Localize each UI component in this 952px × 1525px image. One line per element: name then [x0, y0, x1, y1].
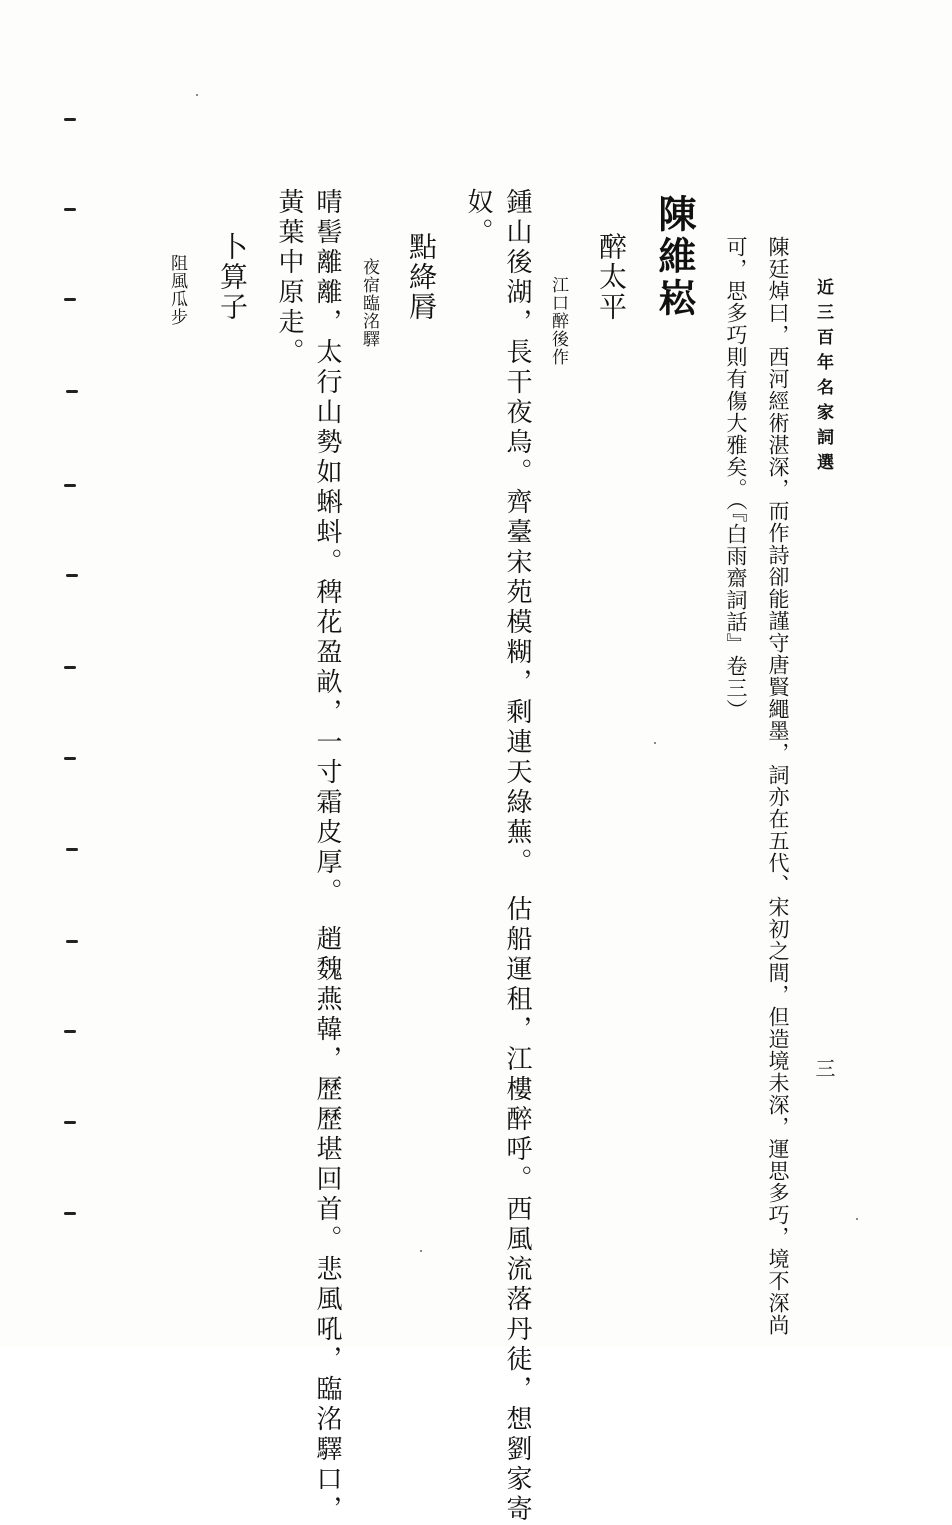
binding-mark: [64, 757, 76, 760]
poem-2-line-1: 晴髻離離，太行山勢如蝌蚪。稗花盈畝，一寸霜皮厚。 趙魏燕韓，歷歷堪回首。悲風吼，臨洺驛口，: [312, 188, 342, 1525]
binding-mark: [66, 574, 78, 577]
poem-3-subtitle: 阻風瓜步: [167, 254, 187, 326]
poem-2-subtitle: 夜宿臨洺驛: [359, 258, 379, 348]
poem-1-line-1: 鍾山後湖，長干夜烏。齊臺宋苑模糊，剩連天綠蕪。 估船運租，江樓醉呼。西風流落丹徒，想劉家寄: [502, 188, 532, 1525]
poem-1-line-2: 奴。: [463, 188, 493, 248]
page-number: 三: [812, 1058, 836, 1078]
poem-3-tune-title: 卜算子: [216, 232, 249, 322]
commentary-line-1: 陳廷焯曰，西河經術湛深，而作詩卻能謹守唐賢繩墨，詞亦在五代、宋初之間，但造境未深，運思多巧，境不深尚: [766, 236, 790, 1336]
scan-speck: [856, 1218, 858, 1220]
binding-mark: [64, 298, 76, 301]
poem-2-line-2: 黃葉中原走。: [274, 188, 304, 368]
binding-mark: [64, 1212, 76, 1215]
binding-mark: [64, 1030, 76, 1033]
running-title: 近三百年名家詞選: [813, 278, 833, 478]
binding-mark: [64, 208, 76, 211]
binding-mark: [66, 848, 78, 851]
binding-mark: [64, 1121, 76, 1124]
poem-2-tune-title: 點絳脣: [405, 232, 438, 322]
scan-speck: [196, 94, 198, 96]
binding-mark: [64, 484, 76, 487]
commentary-line-2: 可，思多巧則有傷大雅矣。（『白雨齋詞話』卷三）: [724, 236, 748, 721]
author-name: 陳維崧: [652, 194, 697, 320]
binding-mark: [64, 118, 76, 121]
poem-1-tune-title: 醉太平: [595, 232, 628, 322]
binding-mark: [64, 666, 76, 669]
binding-mark: [66, 940, 78, 943]
poem-1-subtitle: 江口醉後作: [548, 276, 568, 366]
scan-speck: [420, 1250, 422, 1252]
binding-mark: [66, 390, 78, 393]
scan-speck: [654, 742, 656, 744]
